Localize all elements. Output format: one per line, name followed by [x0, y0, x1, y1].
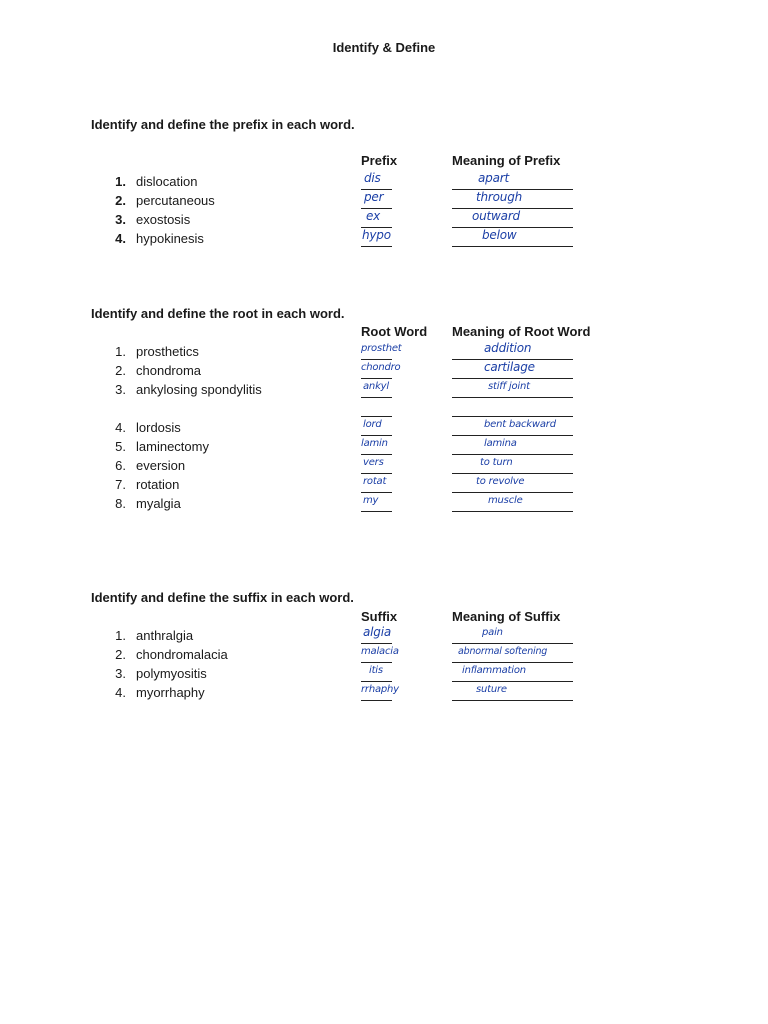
item-word: ankylosing spondylitis: [136, 382, 262, 397]
item-word: laminectomy: [136, 439, 209, 454]
page-title: Identify & Define: [332, 40, 436, 55]
handwritten-meaning: lamina: [484, 438, 517, 449]
item-word: polymyositis: [136, 666, 207, 681]
handwritten-meaning: cartilage: [484, 360, 535, 374]
prefix-column-header: Prefix: [361, 153, 398, 168]
item-word: lordosis: [136, 420, 181, 435]
item-word: rotation: [136, 477, 180, 492]
handwritten-prefix: per: [364, 190, 384, 204]
suffix-row: [0, 645, 768, 664]
meaning-answer-blank[interactable]: [452, 494, 573, 512]
handwritten-meaning: abnormal softening: [458, 646, 548, 657]
handwritten-root: lord: [363, 419, 382, 430]
suffix-meaning-column-header: Meaning of Suffix: [452, 609, 561, 624]
item-number: 4.: [115, 420, 126, 435]
root-row-empty: [0, 399, 768, 418]
meaning-answer-blank[interactable]: [452, 683, 573, 701]
handwritten-root: lamin: [361, 438, 388, 449]
handwritten-meaning: to revolve: [476, 476, 525, 487]
handwritten-suffix: malacia: [361, 646, 399, 657]
suffix-heading: Identify and define the suffix in each word.: [91, 590, 354, 605]
handwritten-meaning: bent backward: [484, 419, 556, 430]
item-number: 3.: [115, 212, 126, 227]
item-word: eversion: [136, 458, 186, 473]
item-number: 4.: [115, 231, 126, 246]
root-row: [0, 437, 768, 456]
item-word: hypokinesis: [136, 231, 204, 246]
handwritten-meaning: muscle: [488, 495, 523, 506]
item-word: myalgia: [136, 496, 181, 511]
root-row: [0, 475, 768, 494]
handwritten-meaning: stiff joint: [488, 381, 530, 392]
root-row: [0, 494, 768, 513]
item-word: myorrhaphy: [136, 685, 205, 700]
item-word: prosthetics: [136, 344, 199, 359]
prefix-row: [0, 191, 768, 210]
handwritten-meaning: outward: [472, 209, 520, 223]
root-row: [0, 380, 768, 399]
handwritten-root: rotat: [363, 476, 387, 487]
item-word: chondroma: [136, 363, 202, 378]
prefix-answer-blank[interactable]: [361, 229, 392, 247]
prefix-row: [0, 172, 768, 191]
handwritten-meaning: through: [476, 190, 523, 204]
root-answer-blank[interactable]: [361, 380, 392, 398]
handwritten-suffix: algia: [363, 625, 391, 639]
item-word: anthralgia: [136, 628, 194, 643]
handwritten-meaning: inflammation: [462, 665, 526, 676]
handwritten-suffix: rrhaphy: [361, 684, 399, 695]
suffix-answer-blank[interactable]: [361, 683, 399, 701]
root-meaning-column-header: Meaning of Root Word: [452, 324, 591, 339]
item-word: percutaneous: [136, 193, 215, 208]
handwritten-prefix: ex: [366, 209, 381, 223]
item-number: 3.: [115, 382, 126, 397]
handwritten-root: ankyl: [363, 381, 389, 392]
item-word: dislocation: [136, 174, 198, 189]
item-number: 8.: [115, 496, 126, 511]
item-number: 1.: [115, 344, 126, 359]
item-number: 4.: [115, 685, 126, 700]
handwritten-meaning: apart: [478, 171, 509, 185]
handwritten-suffix: itis: [369, 665, 383, 676]
item-number: 1.: [115, 174, 126, 189]
item-number: 7.: [115, 477, 126, 492]
prefix-meaning-column-header: Meaning of Prefix: [452, 153, 561, 168]
item-number: 2.: [115, 647, 126, 662]
item-number: 3.: [115, 666, 126, 681]
handwritten-meaning: below: [482, 228, 517, 242]
item-number: 6.: [115, 458, 126, 473]
prefix-heading: Identify and define the prefix in each word.: [91, 117, 355, 132]
prefix-row: [0, 229, 768, 248]
item-number: 1.: [115, 628, 126, 643]
handwritten-meaning: pain: [482, 627, 503, 638]
handwritten-meaning: addition: [484, 341, 532, 355]
root-heading: Identify and define the root in each word.: [91, 306, 345, 321]
handwritten-meaning: suture: [476, 684, 507, 695]
handwritten-meaning: to turn: [480, 457, 513, 468]
handwritten-prefix: hypo: [362, 228, 391, 242]
item-word: exostosis: [136, 212, 191, 227]
item-number: 5.: [115, 439, 126, 454]
item-number: 2.: [115, 363, 126, 378]
item-word: chondromalacia: [136, 647, 228, 662]
handwritten-root: vers: [363, 457, 384, 468]
handwritten-root: chondro: [361, 362, 401, 373]
root-answer-blank[interactable]: [361, 494, 392, 512]
meaning-answer-blank[interactable]: [452, 380, 573, 398]
handwritten-prefix: dis: [364, 171, 381, 185]
item-number: 2.: [115, 193, 126, 208]
handwritten-root: prosthet: [361, 343, 402, 354]
meaning-answer-blank[interactable]: [452, 664, 573, 682]
suffix-row: [0, 683, 768, 702]
root-column-header: Root Word: [361, 324, 428, 339]
meaning-answer-blank[interactable]: [452, 229, 573, 247]
handwritten-root: my: [363, 495, 379, 506]
suffix-column-header: Suffix: [361, 609, 398, 624]
